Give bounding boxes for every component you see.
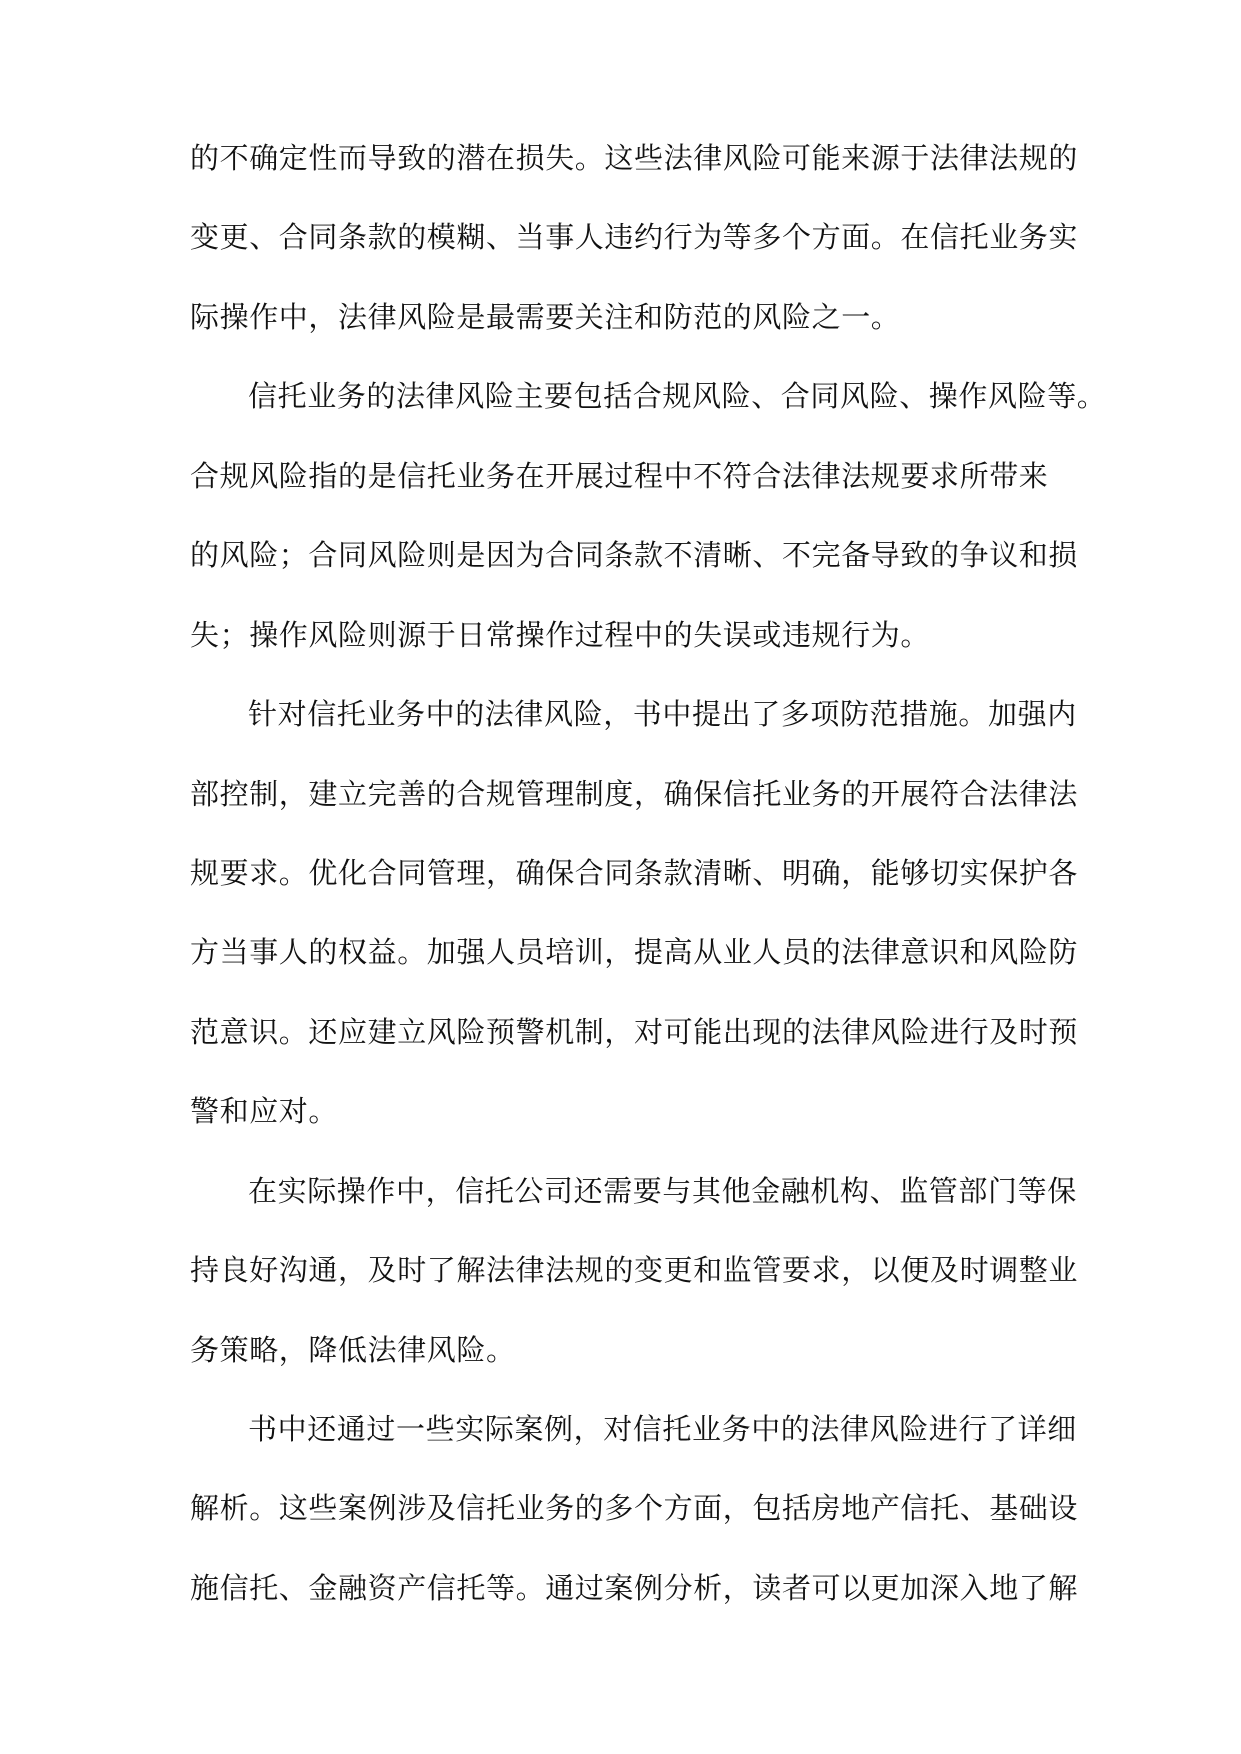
text-line: 的风险；合同风险则是因为合同条款不清晰、不完备导致的争议和损 bbox=[190, 538, 1079, 573]
paragraph-first-line: 针对信托业务中的法律风险，书中提出了多项防范措施。加强内 bbox=[248, 697, 1077, 732]
text-line: 范意识。还应建立风险预警机制，对可能出现的法律风险进行及时预 bbox=[190, 1014, 1079, 1049]
text-line: 持良好沟通，及时了解法律法规的变更和监管要求，以便及时调整业 bbox=[190, 1253, 1079, 1288]
text-line: 变更、合同条款的模糊、当事人违约行为等多个方面。在信托业务实 bbox=[190, 220, 1079, 255]
text-line: 规要求。优化合同管理，确保合同条款清晰、明确，能够切实保护各 bbox=[190, 855, 1079, 890]
text-line: 际操作中，法律风险是最需要关注和防范的风险之一。 bbox=[190, 299, 901, 334]
text-line: 合规风险指的是信托业务在开展过程中不符合法律法规要求所带来 bbox=[190, 458, 1049, 493]
text-line: 的不确定性而导致的潜在损失。这些法律风险可能来源于法律法规的 bbox=[190, 141, 1079, 175]
text-line: 失；操作风险则源于日常操作过程中的失误或违规行为。 bbox=[190, 617, 931, 652]
text-line: 警和应对。 bbox=[190, 1094, 339, 1129]
text-line: 务策略，降低法律风险。 bbox=[190, 1332, 516, 1367]
paragraph-first-line: 在实际操作中，信托公司还需要与其他金融机构、监管部门等保 bbox=[248, 1173, 1077, 1208]
paragraph-first-line: 书中还通过一些实际案例，对信托业务中的法律风险进行了详细 bbox=[248, 1412, 1077, 1446]
text-line: 解析。这些案例涉及信托业务的多个方面，包括房地产信托、基础设 bbox=[190, 1491, 1079, 1526]
text-line: 施信托、金融资产信托等。通过案例分析，读者可以更加深入地了解 bbox=[190, 1570, 1079, 1605]
text-line: 部控制，建立完善的合规管理制度，确保信托业务的开展符合法律法 bbox=[190, 776, 1079, 811]
paragraph-first-line: 信托业务的法律风险主要包括合规风险、合同风险、操作风险等。 bbox=[248, 379, 1107, 414]
body-text bbox=[190, 141, 1107, 1653]
text-line: 方当事人的权益。加强人员培训，提高从业人员的法律意识和风险防 bbox=[190, 935, 1079, 970]
